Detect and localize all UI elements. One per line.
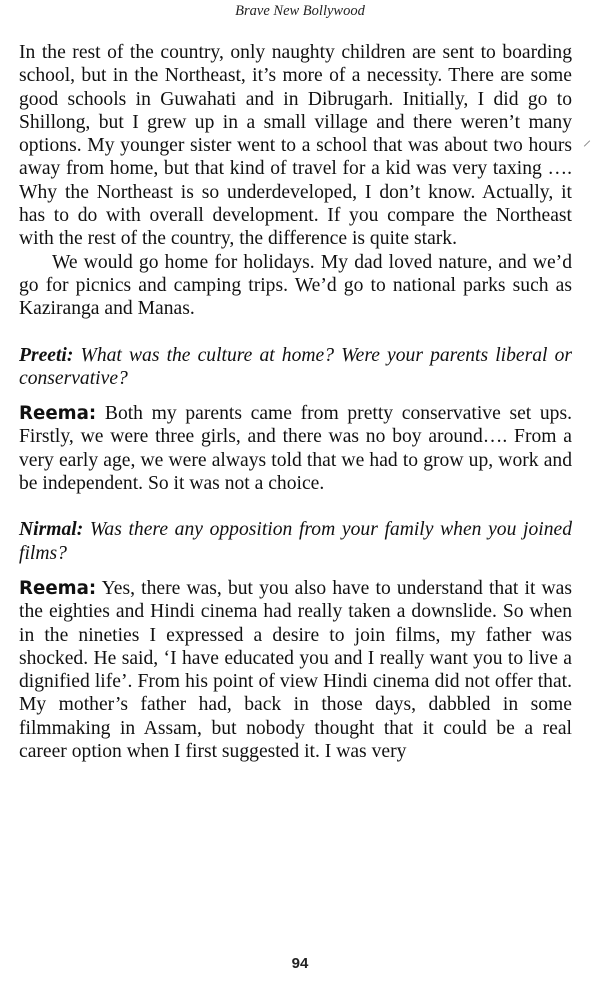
margin-mark [584, 140, 590, 146]
page-body [19, 41, 572, 763]
question-opposition [19, 518, 572, 565]
running-head: Brave New Bollywood [235, 3, 365, 19]
interviewer-name: Nirmal: [19, 519, 84, 541]
answer-culture [19, 402, 572, 495]
answer-opposition [19, 577, 572, 763]
answer-text: Both my parents came from pretty conservative set ups. Firstly, we were three girls, and there was no boy around…. From a very early age, we were always told that we had to grow up, work and be independent. So it was not a choice. [19, 403, 572, 495]
question-text: Was there any opposition from your family when you joined films? [19, 519, 572, 564]
interviewee-name: Reema: [19, 577, 97, 599]
interviewer-name: Preeti: [19, 344, 74, 366]
question-culture [19, 344, 572, 391]
answer-text: Yes, there was, but you also have to understand that it was the eighties and Hindi cinema had really taken a downslide. So when in the nineties I expressed a desire to join films, my father was shocked. He said, ‘I have educated you and I really want you to live a dignified life’. From his point of view Hindi cinema did not offer that. My mother’s father had, back in those days, dabbled in some filmmaking in Assam, but nobody thought that it could be a real career option when I first suggested it. I was very [19, 577, 573, 763]
paragraph-holidays: We would go home for holidays. My dad loved nature, and we’d go for picnics and camping trips. We’d go to national parks such as Kaziranga and Manas. [19, 251, 572, 320]
page-number: 94 [291, 955, 309, 972]
question-text: What was the culture at home? Were your parents liberal or conservative? [19, 344, 572, 389]
interviewee-name: Reema: [19, 403, 97, 425]
paragraph-boarding-school: In the rest of the country, only naughty children are sent to boarding school, but in the Northeast, it’s more of a necessity. There are some good schools in Guwahati and in Dibrugarh. Initially, I did go to Shillong, but I grew up in a small village and there weren’t many options. My younger sister went to a school that was about two hours away from home, but that kind of travel for a kid was very taxing …. Why the Northeast is so underdeveloped, I don’t know. Actually, it has to do with overall development. If you compare the Northeast with the rest of the country, the difference is quite stark. [19, 42, 572, 250]
